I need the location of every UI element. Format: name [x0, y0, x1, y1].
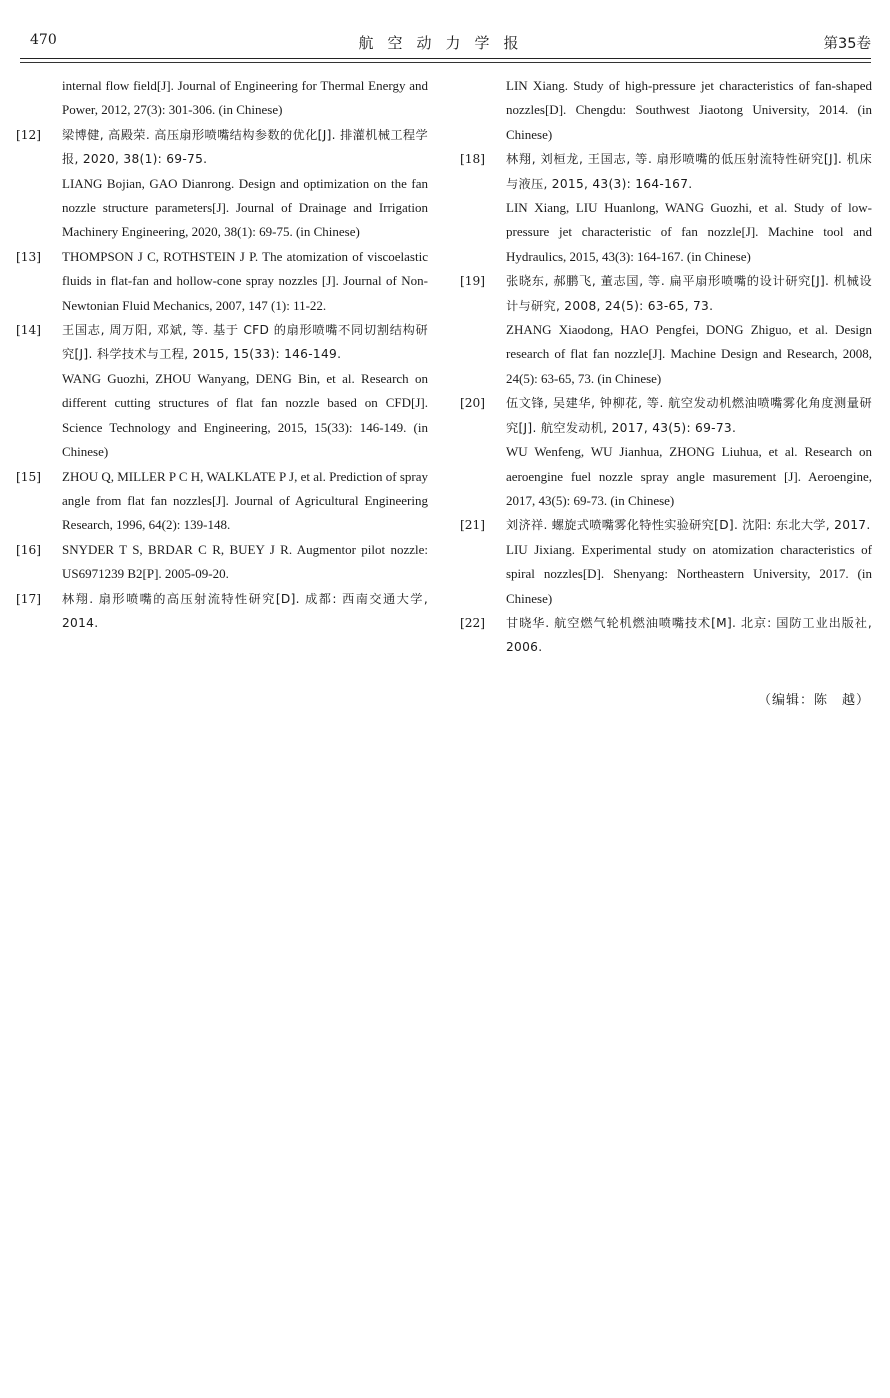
reference-13: [13] THOMPSON J C, ROTHSTEIN J P. The atomization of viscoelastic fluids in flat-fan and hollow-cone spray nozzles [J]. Journal of Non-Newtonian Fluid Mechanics, 2007, 147 (1): 11-22.: [16, 248, 428, 313]
reference-20: [20] 伍文锋, 吴建华, 钟柳花, 等. 航空发动机燃油喷嘴雾化角度测量研究[J]. 航空发动机, 2017, 43(5): 69-73. WU Wenfeng, WU Jianhua, ZHONG Liuhua, et al. Research on aeroengine fuel nozzle spray angle masurement [J]. Aeroengine, 2017, 43(5): 69-73. (in Chinese): [460, 396, 872, 508]
reference-continuation: LIN Xiang. Study of high-pressure jet characteristics of fan-shaped nozzles[D]. Chengdu: Southwest Jiaotong University, 2014. (in Chinese): [506, 78, 872, 142]
reference-18: [18] 林翔, 刘桓龙, 王国志, 等. 扇形喷嘴的低压射流特性研究[J]. 机床与液压, 2015, 43(3): 164-167. LIN Xiang, LIU Huanlong, WANG Guozhi, et al. Study of low-pressure jet characteristic of fan nozzle[J]. Machine tool and Hydraulics, 2015, 43(3): 164-167. (in Chinese): [460, 152, 872, 264]
reference-19: [19] 张晓东, 郝鹏飞, 董志国, 等. 扁平扇形喷嘴的设计研究[J]. 机械设计与研究, 2008, 24(5): 63-65, 73. ZHANG Xiaodong, HAO Pengfei, DONG Zhiguo, et al. Design research of flat fan nozzle[J]. Machine Design and Research, 2008, 24(5): 63-65, 73. (in Chinese): [460, 274, 872, 386]
header-divider: [20, 62, 871, 63]
reference-15: [15] ZHOU Q, MILLER P C H, WALKLATE P J, et al. Prediction of spray angle from flat fan nozzles[J]. Journal of Agricultural Engineering Research, 1996, 64(2): 139-148.: [16, 468, 429, 533]
right-column: [460, 74, 872, 660]
reference-14: [14] 王国志, 周万阳, 邓斌, 等. 基于 CFD 的扇形喷嘴不同切割结构研究[J]. 科学技术与工程, 2015, 15(33): 146-149. WANG Guozhi, ZHOU Wanyang, DENG Bin, et al. Research on different cutting structures of flat fan nozzle based on CFD[J]. Science Technology and Engineering, 2015, 15(33): 146-149. (in Chinese): [16, 323, 428, 460]
left-column: [16, 74, 428, 635]
page-number: 470: [30, 32, 57, 48]
reference-21: [21] 刘济祥. 螺旋式喷嘴雾化特性实验研究[D]. 沈阳: 东北大学, 2017. LIU Jixiang. Experimental study on atomization characteristics of spiral nozzles[D]. Shenyang: Northeastern University, 2017. (in Chinese): [460, 518, 872, 606]
reference-12: [12] 梁博健, 高殿荣. 高压扇形喷嘴结构参数的优化[J]. 排灌机械工程学报, 2020, 38(1): 69-75. LIANG Bojian, GAO Dianrong. Design and optimization on the fan nozzle structure parameters[J]. Journal of Drainage and Irrigation Machinery Engineering, 2020, 38(1): 69-75. (in Chinese): [16, 127, 428, 240]
reference-continuation: internal flow field[J]. Journal of Engineering for Thermal Energy and Power, 2012, 27(3): 301-306. (in Chinese): [62, 78, 428, 118]
journal-title: 航空动力学报: [358, 34, 533, 52]
reference-16: [16] SNYDER T S, BRDAR C R, BUEY J R. Augmentor pilot nozzle: US6971239 B2[P]. 2005-09-20.: [16, 541, 428, 582]
page-header: [20, 30, 871, 59]
reference-22: [22] 甘晓华. 航空燃气轮机燃油喷嘴技术[M]. 北京: 国防工业出版社, 2006.: [460, 615, 872, 655]
editor-credit: （编辑：陈 越）: [757, 693, 870, 708]
reference-17: [17] 林翔. 扇形喷嘴的高压射流特性研究[D]. 成都: 西南交通大学, 2014.: [16, 591, 428, 630]
volume-label: 第35卷: [823, 36, 871, 52]
